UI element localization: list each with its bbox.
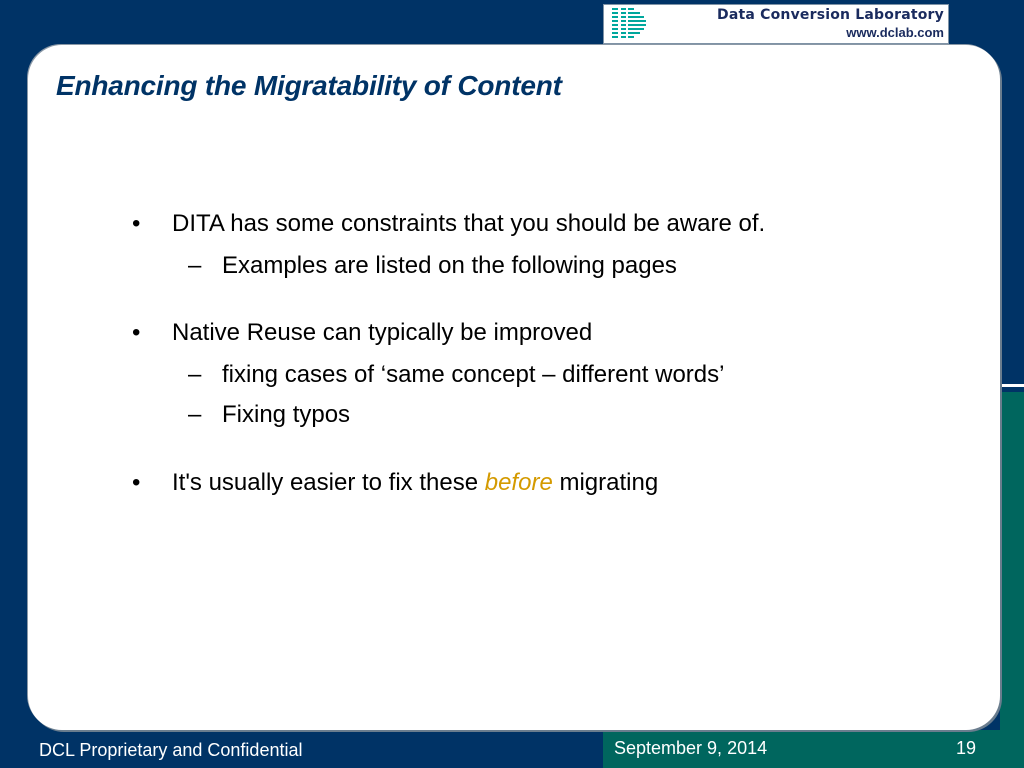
bullet-text: Native Reuse can typically be improved (172, 319, 593, 346)
sub-bullet-text: Fixing typos (222, 401, 351, 428)
bullet-text-after: migrating (552, 469, 659, 496)
logo-company-name: Data Conversion Laboratory (717, 7, 944, 23)
dash-marker: – (188, 361, 202, 388)
bullet-marker: • (132, 210, 141, 237)
page-number: 19 (956, 738, 977, 758)
bullet-text (172, 469, 658, 497)
bullet-marker: • (132, 469, 141, 496)
footer-date: September 9, 2014 (614, 738, 768, 758)
dash-marker: – (188, 401, 202, 428)
bullet-text-before: It's usually easier to fix these (172, 469, 485, 496)
logo-website-url: www.dclab.com (846, 25, 944, 40)
bullet-marker: • (132, 319, 141, 346)
dash-marker: – (188, 252, 202, 279)
footer-confidentiality: DCL Proprietary and Confidential (39, 740, 303, 760)
sub-bullet-text: Examples are listed on the following pages (222, 252, 677, 279)
sub-bullet-text: fixing cases of ‘same concept – different words’ (222, 361, 725, 388)
bullet-text: DITA has some constraints that you should be aware of. (172, 210, 766, 237)
emphasis-word: before (484, 469, 553, 496)
slide-title: Enhancing the Migratability of Content (56, 70, 562, 101)
